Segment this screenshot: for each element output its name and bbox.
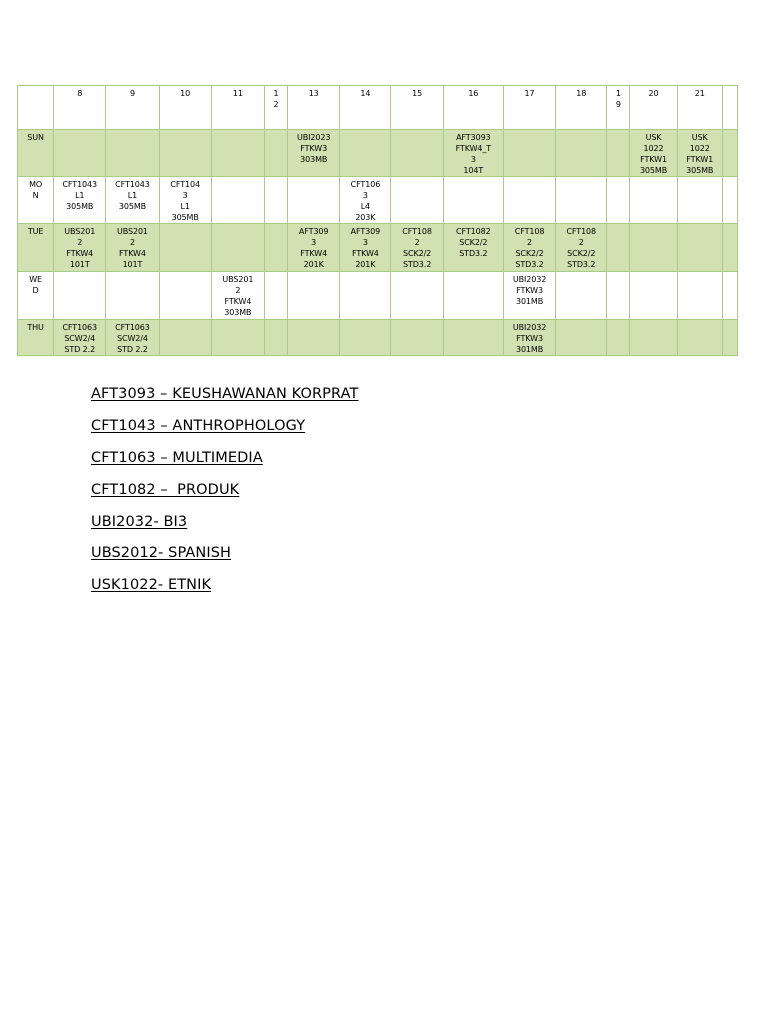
class-cell: UBI2032 FTKW3 301MB (503, 272, 555, 320)
class-cell: CFT108 2 SCK2/2 STD3.2 (556, 224, 607, 272)
empty-cell (340, 320, 391, 356)
empty-cell (159, 320, 211, 356)
empty-cell (677, 224, 722, 272)
empty-cell (556, 130, 607, 177)
empty-cell (264, 224, 287, 272)
class-cell: CFT104 3 L1 305MB (159, 177, 211, 224)
legend-item: AFT3093 – KEUSHAWANAN KORPRAT (91, 386, 359, 402)
class-cell: UBI2023 FTKW3 303MB (288, 130, 340, 177)
empty-cell (677, 177, 722, 224)
header-cell: 8 (54, 86, 106, 130)
header-cell (722, 86, 737, 130)
empty-cell (288, 177, 340, 224)
empty-cell (391, 320, 443, 356)
header-cell: 9 (106, 86, 159, 130)
empty-cell (159, 224, 211, 272)
legend-item: CFT1043 – ANTHROPHOLOGY (91, 418, 306, 434)
empty-cell (443, 320, 503, 356)
empty-cell (54, 272, 106, 320)
empty-cell (211, 224, 264, 272)
class-cell: CFT106 3 L4 203K (340, 177, 391, 224)
day-label: WE D (18, 272, 54, 320)
empty-cell (607, 272, 630, 320)
empty-cell (391, 272, 443, 320)
empty-cell (630, 272, 677, 320)
header-cell: 15 (391, 86, 443, 130)
empty-cell (630, 320, 677, 356)
legend-item: UBI2032- BI3 (91, 514, 188, 530)
empty-cell (722, 224, 737, 272)
header-cell: 10 (159, 86, 211, 130)
empty-cell (503, 130, 555, 177)
class-cell: UBS201 2 FTKW4 303MB (211, 272, 264, 320)
legend-item: CFT1063 – MULTIMEDIA (91, 450, 263, 466)
empty-cell (607, 320, 630, 356)
empty-cell (264, 177, 287, 224)
class-cell: UBS201 2 FTKW4 101T (106, 224, 159, 272)
empty-cell (677, 272, 722, 320)
day-row (18, 224, 738, 272)
class-cell: USK 1022 FTKW1 305MB (630, 130, 677, 177)
day-row (18, 320, 738, 356)
empty-cell (264, 272, 287, 320)
empty-cell (264, 320, 287, 356)
header-cell: 18 (556, 86, 607, 130)
day-row (18, 177, 738, 224)
class-cell: CFT1043 L1 305MB (54, 177, 106, 224)
class-cell: CFT1063 SCW2/4 STD 2.2 (106, 320, 159, 356)
class-cell: AFT309 3 FTKW4 201K (288, 224, 340, 272)
header-cell: 1 9 (607, 86, 630, 130)
empty-cell (54, 130, 106, 177)
class-cell: CFT108 2 SCK2/2 STD3.2 (503, 224, 555, 272)
empty-cell (630, 177, 677, 224)
empty-cell (340, 272, 391, 320)
header-cell: 1 2 (264, 86, 287, 130)
class-cell: AFT309 3 FTKW4 201K (340, 224, 391, 272)
header-cell: 20 (630, 86, 677, 130)
timetable-body (18, 86, 738, 356)
empty-cell (607, 177, 630, 224)
header-cell: 14 (340, 86, 391, 130)
class-cell: UBI2032 FTKW3 301MB (503, 320, 555, 356)
empty-cell (106, 272, 159, 320)
header-row (18, 86, 738, 130)
class-cell: CFT1063 SCW2/4 STD 2.2 (54, 320, 106, 356)
legend-item: UBS2012- SPANISH (91, 545, 232, 561)
empty-cell (340, 130, 391, 177)
empty-cell (391, 177, 443, 224)
day-label: MO N (18, 177, 54, 224)
empty-cell (556, 272, 607, 320)
header-cell: 11 (211, 86, 264, 130)
day-row (18, 272, 738, 320)
class-cell: CFT108 2 SCK2/2 STD3.2 (391, 224, 443, 272)
empty-cell (630, 224, 677, 272)
header-cell: 17 (503, 86, 555, 130)
header-cell: 16 (443, 86, 503, 130)
class-cell: UBS201 2 FTKW4 101T (54, 224, 106, 272)
empty-cell (211, 130, 264, 177)
header-cell: 21 (677, 86, 722, 130)
day-label: SUN (18, 130, 54, 177)
day-row (18, 130, 738, 177)
legend-item: CFT1082 – PRODUK (91, 482, 240, 498)
empty-cell (556, 320, 607, 356)
class-cell: CFT1043 L1 305MB (106, 177, 159, 224)
empty-cell (211, 177, 264, 224)
empty-cell (443, 177, 503, 224)
empty-cell (677, 320, 722, 356)
empty-cell (288, 272, 340, 320)
class-cell: AFT3093 FTKW4_T 3 104T (443, 130, 503, 177)
empty-cell (722, 272, 737, 320)
empty-cell (607, 130, 630, 177)
class-cell: USK 1022 FTKW1 305MB (677, 130, 722, 177)
header-cell (18, 86, 54, 130)
legend-item: USK1022- ETNIK (91, 577, 212, 593)
empty-cell (264, 130, 287, 177)
empty-cell (556, 177, 607, 224)
empty-cell (159, 130, 211, 177)
empty-cell (288, 320, 340, 356)
day-label: THU (18, 320, 54, 356)
header-cell: 13 (288, 86, 340, 130)
empty-cell (722, 130, 737, 177)
class-cell: CFT1082 SCK2/2 STD3.2 (443, 224, 503, 272)
empty-cell (503, 177, 555, 224)
timetable (17, 85, 738, 356)
empty-cell (443, 272, 503, 320)
empty-cell (106, 130, 159, 177)
empty-cell (607, 224, 630, 272)
empty-cell (159, 272, 211, 320)
empty-cell (722, 320, 737, 356)
day-label: TUE (18, 224, 54, 272)
empty-cell (391, 130, 443, 177)
empty-cell (722, 177, 737, 224)
empty-cell (211, 320, 264, 356)
